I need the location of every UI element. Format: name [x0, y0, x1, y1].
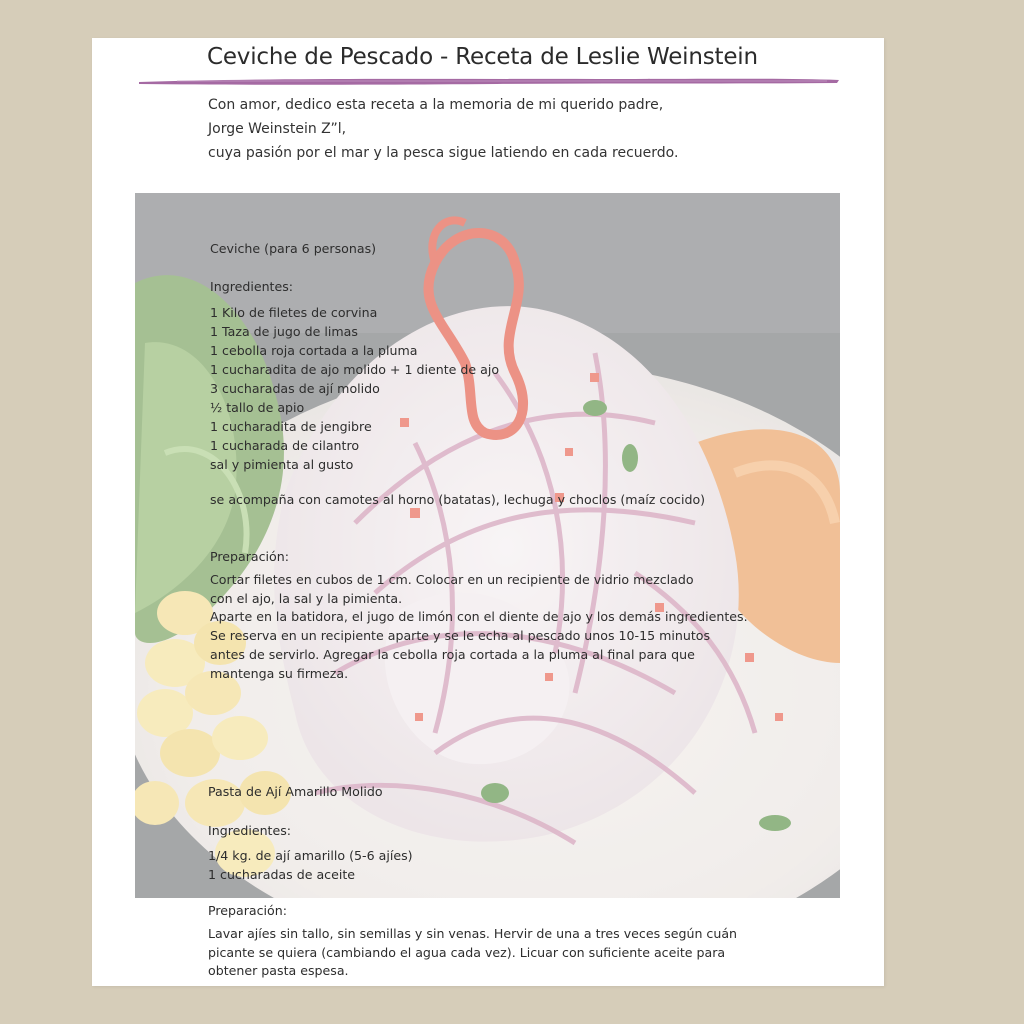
- ceviche-preparation-text: [210, 571, 748, 683]
- preparation-line: picante se quiera (cambiando el agua cada vez). Licuar con suficiente aceite para: [208, 944, 726, 960]
- ingredient-item: 1/4 kg. de ají amarillo (5-6 ajíes): [208, 848, 413, 863]
- paste-preparation-heading: Preparación:: [208, 903, 287, 918]
- ingredient-item: 1 Taza de jugo de limas: [210, 324, 358, 339]
- ceviche-ingredients-heading: Ingredientes:: [210, 279, 294, 294]
- dedication-line: Jorge Weinstein Z”l,: [208, 121, 347, 137]
- preparation-line: Cortar filetes en cubos de 1 cm. Colocar en un recipiente de vidrio mezclado: [210, 572, 694, 587]
- paste-ingredients-heading: Ingredientes:: [208, 823, 292, 838]
- ingredient-item: 3 cucharadas de ají molido: [210, 381, 380, 396]
- ingredient-item: 1 cucharadita de ajo molido + 1 diente de ajo: [210, 362, 500, 377]
- preparation-line: Aparte en la batidora, el jugo de limón con el diente de ajo y los demás ingredientes.: [210, 609, 748, 625]
- ingredient-item: sal y pimienta al gusto: [210, 457, 354, 472]
- dedication: [208, 93, 678, 165]
- ceviche-preparation-heading: Preparación:: [210, 549, 289, 564]
- paste-heading: Pasta de Ají Amarillo Molido: [208, 784, 383, 799]
- ceviche-heading: Ceviche (para 6 personas): [210, 241, 377, 256]
- ingredient-item: ½ tallo de apio: [210, 400, 305, 415]
- paste-ingredients-list: [208, 846, 413, 884]
- recipe-title: Ceviche de Pescado - Receta de Leslie Weinstein: [207, 44, 758, 70]
- preparation-line: con el ajo, la sal y la pimienta.: [210, 590, 403, 606]
- ingredient-item: 1 cucharadita de jengibre: [210, 419, 372, 434]
- recipe-page: [92, 38, 884, 986]
- preparation-line: antes de servirlo. Agregar la cebolla roja cortada a la pluma al final para que: [210, 646, 695, 662]
- serving-note: se acompaña con camotes al horno (batatas), lechuga y choclos (maíz cocido): [210, 492, 706, 507]
- ingredient-item: 1 cucharadas de aceite: [208, 867, 356, 882]
- ingredient-item: 1 Kilo de filetes de corvina: [210, 305, 378, 320]
- preparation-line: mantenga su firmeza.: [210, 665, 349, 681]
- ceviche-ingredients-list: [210, 303, 499, 474]
- dedication-line: Con amor, dedico esta receta a la memoria de mi querido padre,: [208, 97, 664, 113]
- title-underline-brushstroke: [137, 76, 841, 86]
- paste-preparation-text: [208, 925, 737, 981]
- ingredient-item: 1 cebolla roja cortada a la pluma: [210, 343, 418, 358]
- preparation-line: obtener pasta espesa.: [208, 963, 349, 979]
- dedication-line: cuya pasión por el mar y la pesca sigue latiendo en cada recuerdo.: [208, 145, 679, 161]
- preparation-line: Se reserva en un recipiente aparte y se le echa al pescado unos 10-15 minutos: [210, 628, 711, 644]
- preparation-line: Lavar ajíes sin tallo, sin semillas y sin venas. Hervir de una a tres veces según cuán: [208, 926, 738, 941]
- ingredient-item: 1 cucharada de cilantro: [210, 438, 360, 453]
